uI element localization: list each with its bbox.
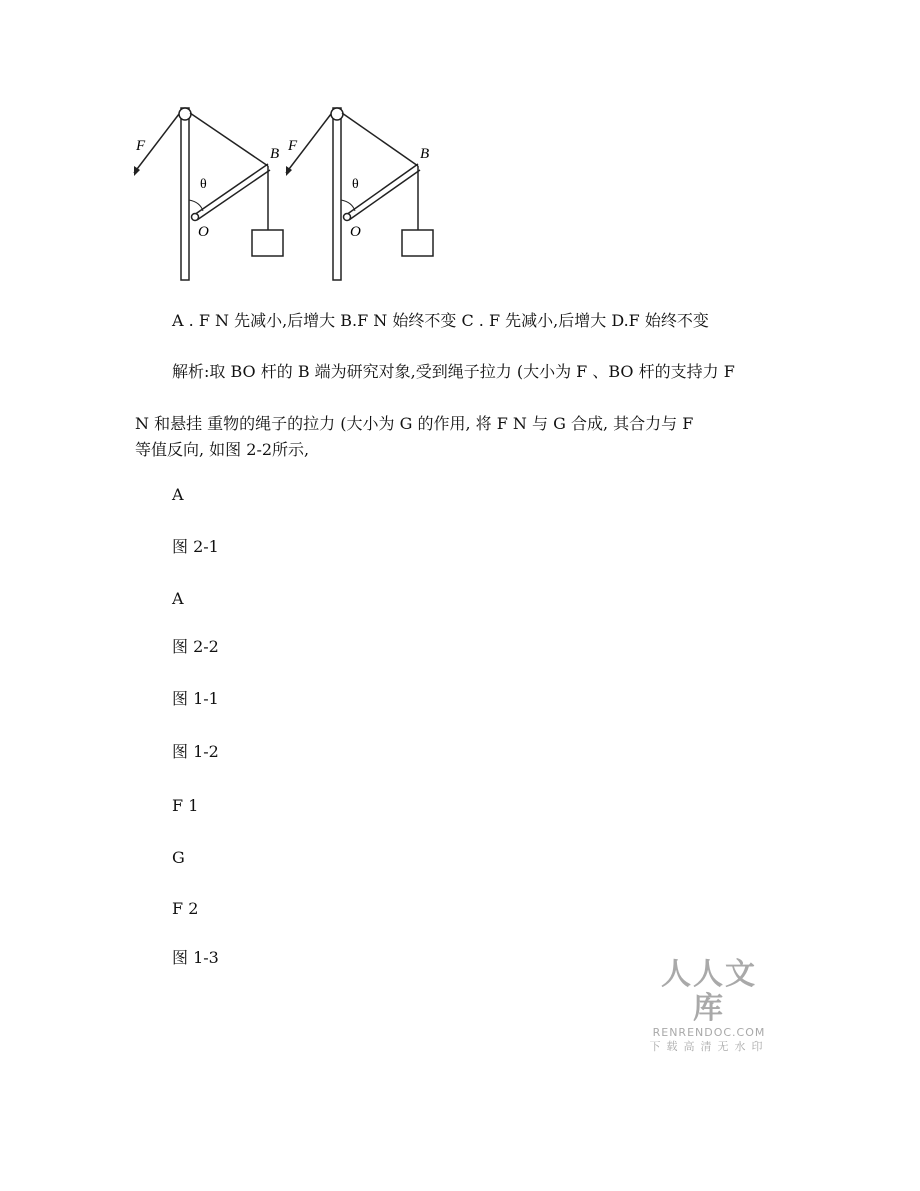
weight-box	[402, 230, 433, 256]
watermark-url: RENRENDOC.COM	[652, 1026, 766, 1039]
analysis-line-3: 等值反向, 如图 2-2所示,	[135, 440, 310, 459]
answer-options: A . F N 先减小,后增大 B.F N 始终不变 C . F 先减小,后增大 D.F 始终不变	[172, 311, 709, 330]
label-fig-1-1: 图 1-1	[172, 689, 219, 708]
angle-label: θ	[352, 177, 359, 192]
hinge-o	[192, 214, 199, 221]
analysis-line-2: N 和悬挂 重物的绳子的拉力 (大小为 G 的作用, 将 F N 与 G 合成, 其合力与 F	[135, 414, 694, 433]
rod-ob-bottom	[349, 170, 420, 220]
label-g: G	[172, 848, 185, 867]
rope-to-b	[342, 113, 418, 166]
watermark	[646, 958, 772, 1054]
label-fig-2-2: 图 2-2	[172, 637, 219, 656]
analysis-line-1: 解析:取 BO 杆的 B 端为研究对象,受到绳子拉力 (大小为 F 、BO 杆的支持力 F	[172, 362, 735, 381]
label-fig-2-1: 图 2-1	[172, 537, 219, 556]
force-label: F	[288, 138, 298, 154]
angle-label: θ	[200, 177, 207, 192]
label-f1: F 1	[172, 796, 199, 815]
point-o-label: O	[198, 224, 209, 240]
point-b-label: B	[270, 146, 280, 162]
pulley	[179, 108, 191, 120]
label-f2: F 2	[172, 899, 199, 918]
physics-figures	[130, 100, 450, 290]
label-fig-1-3: 图 1-3	[172, 948, 219, 967]
pole	[181, 108, 189, 280]
hinge-o	[344, 214, 351, 221]
label-a-2: A	[172, 589, 184, 608]
force-label: F	[136, 138, 146, 154]
rope-to-b	[190, 113, 268, 166]
weight-box	[252, 230, 283, 256]
label-a-1: A	[172, 485, 184, 504]
point-o-label: O	[350, 224, 361, 240]
label-fig-1-2: 图 1-2	[172, 742, 219, 761]
watermark-title: 人人文库	[661, 957, 757, 1026]
watermark-subtitle: 下载高清无水印	[649, 1040, 769, 1053]
pole	[333, 108, 341, 280]
rod-ob-bottom	[197, 170, 270, 220]
figure-2	[286, 108, 433, 280]
figure-1	[134, 108, 283, 280]
point-b-label: B	[420, 146, 430, 162]
pulley	[331, 108, 343, 120]
